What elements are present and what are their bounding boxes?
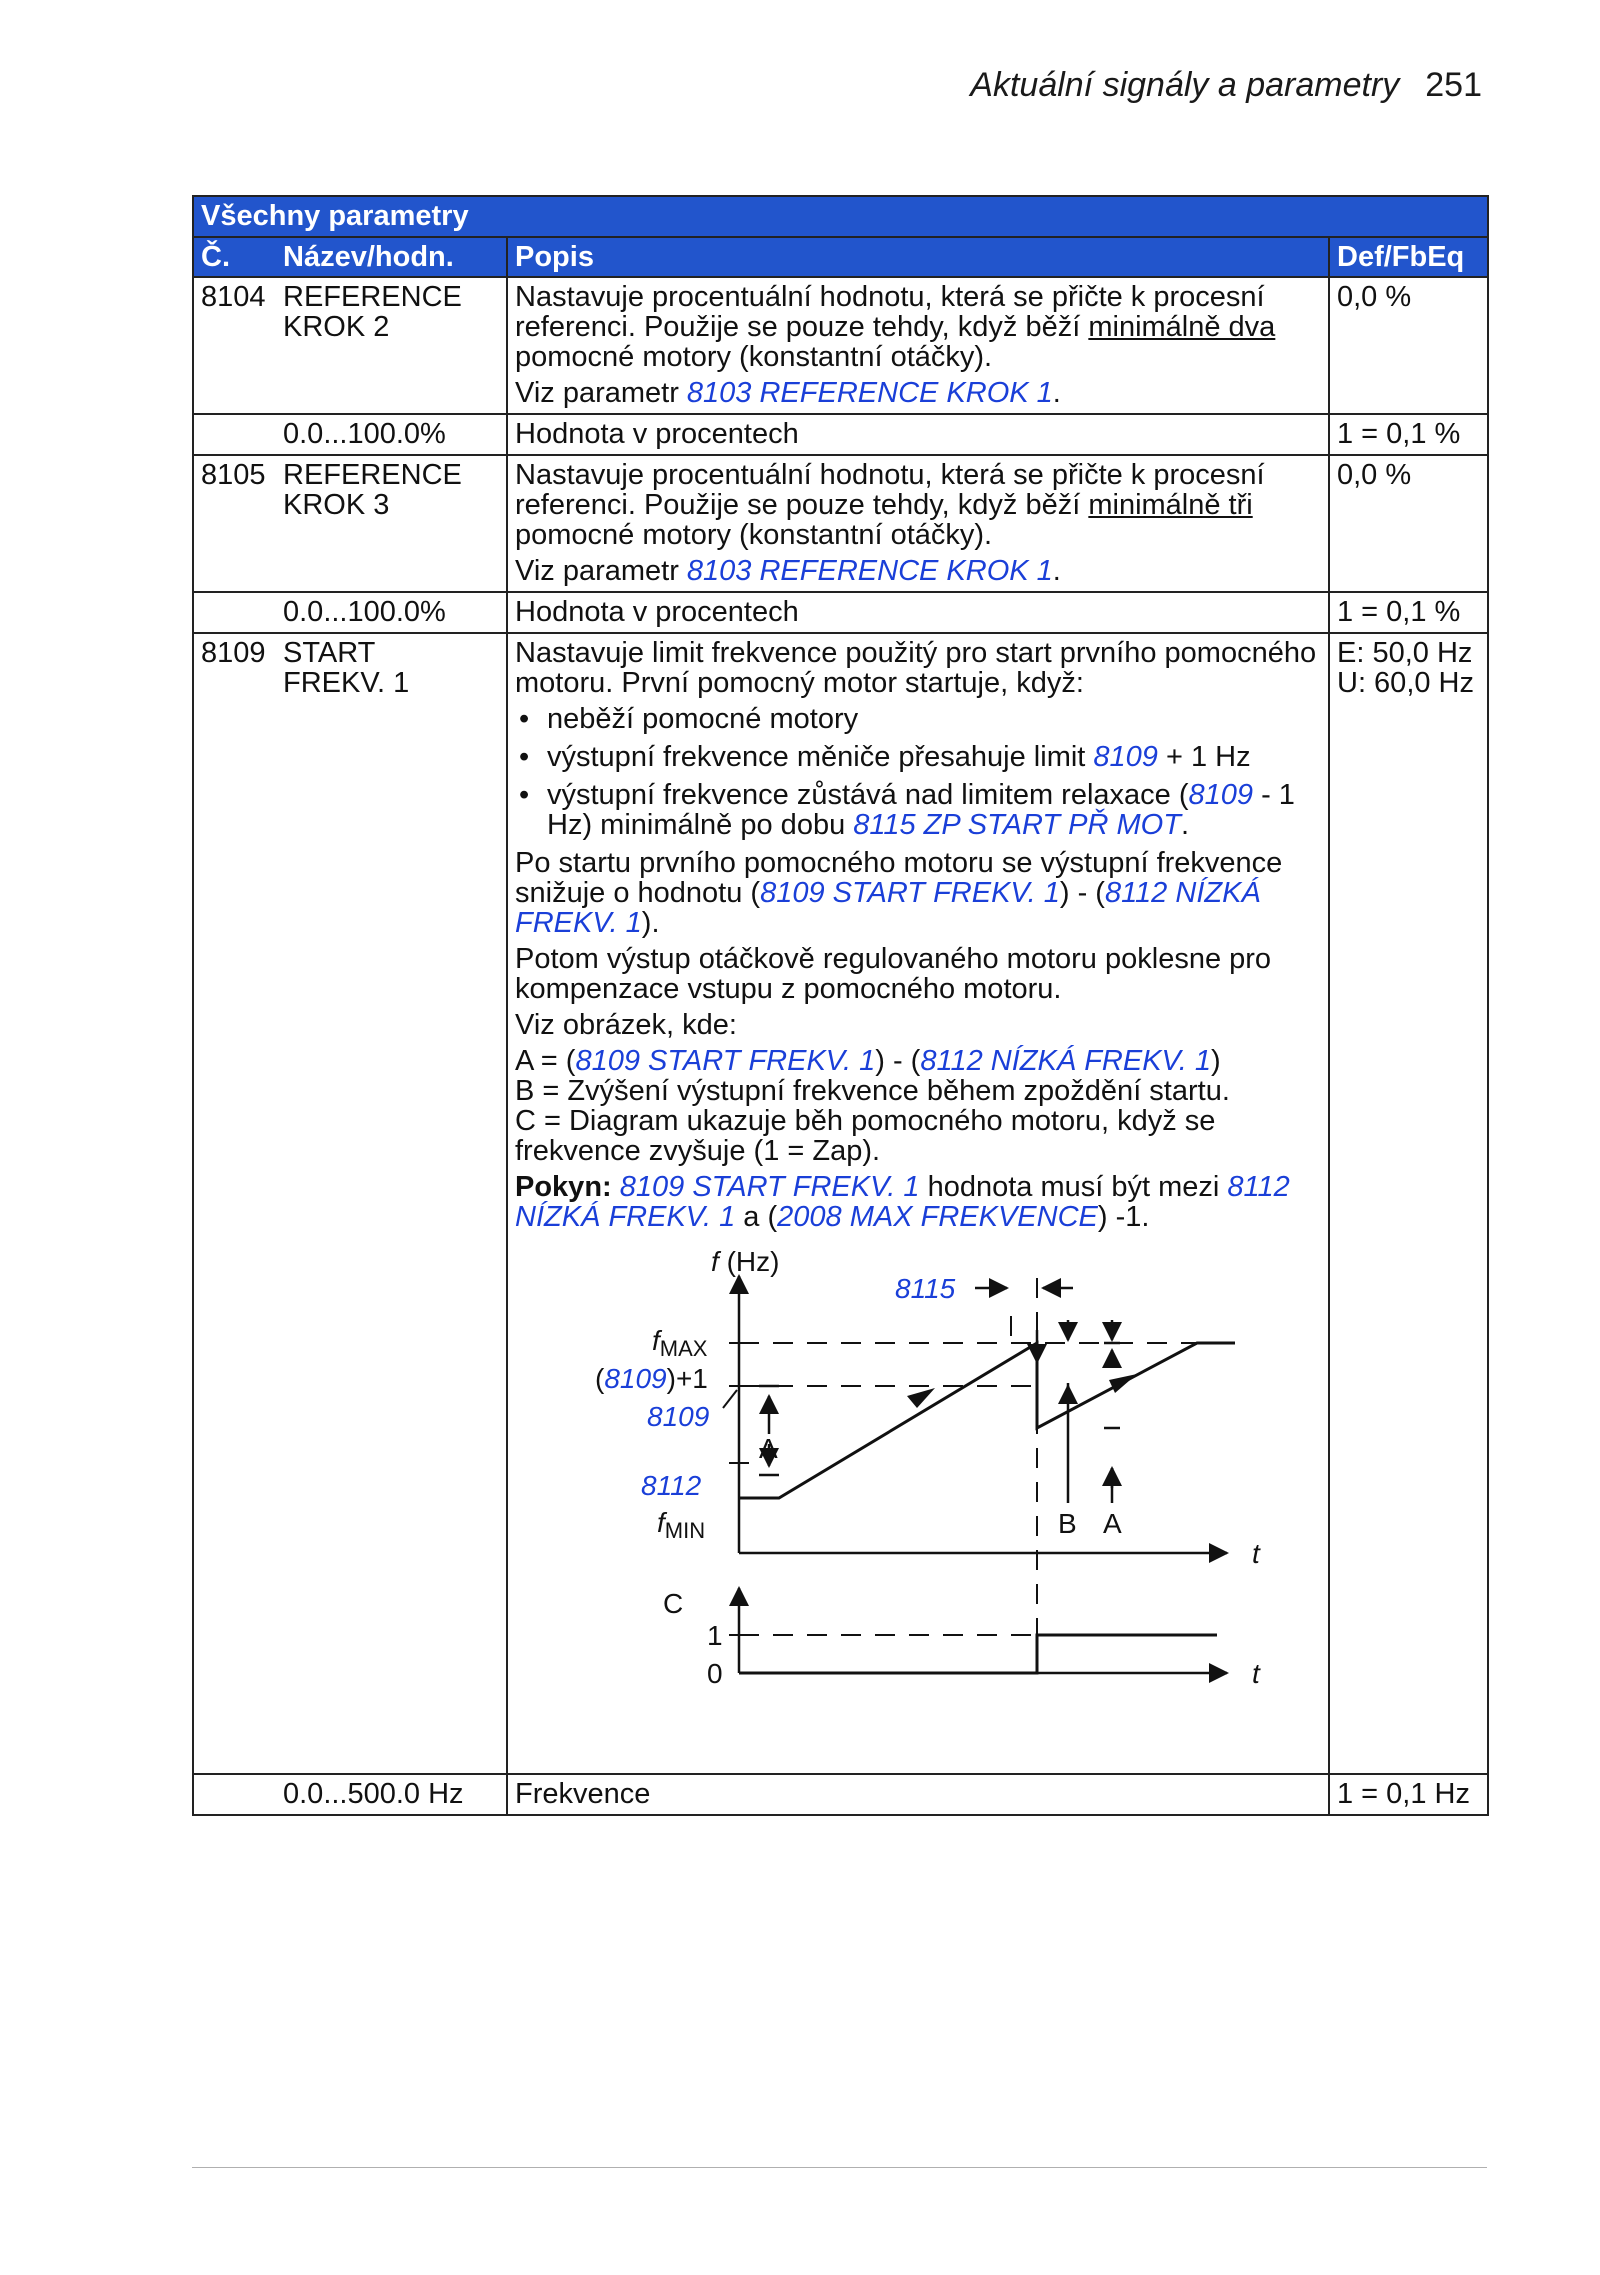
param-description <box>507 633 1329 1774</box>
col-header-def: Def/FbEq <box>1329 237 1488 277</box>
desc-paragraph: Potom výstup otáčkově regulovaného motoru poklesne pro kompenzace vstupu z pomocného motoru. <box>515 943 1272 1005</box>
param-range-fbeq: 1 = 0,1 Hz <box>1329 1774 1488 1815</box>
page-header <box>970 66 1482 105</box>
f-axis-letter: f <box>711 1246 719 1277</box>
label-8115: 8115 <box>895 1273 956 1304</box>
fmax-f: f <box>652 1325 660 1356</box>
frequency-diagram-svg <box>515 1238 1323 1768</box>
fmin-sub: MIN <box>664 1518 706 1543</box>
param-link[interactable]: 8109 START FREKV. 1 <box>760 877 1060 909</box>
param-name-line2: KROK 3 <box>283 489 390 521</box>
param-range-row-8104 <box>193 414 1488 455</box>
desc-text: výstupní frekvence zůstává nad limitem relaxace ( <box>547 779 1189 811</box>
list-item <box>515 704 1321 734</box>
param-link[interactable]: 8112 NÍZKÁ FREKV. 1 <box>515 1171 1290 1233</box>
page-number: 251 <box>1425 66 1482 104</box>
desc-text: neběží pomocné motory <box>547 703 859 735</box>
param-description <box>507 455 1329 592</box>
param-link[interactable]: 8112 NÍZKÁ FREKV. 1 <box>515 877 1261 939</box>
svg-text:(8109)+1 <box>595 1363 708 1394</box>
param-name-line1: REFERENCE <box>283 281 462 313</box>
svg-text:f (Hz) <box>711 1246 779 1277</box>
desc-text: Viz parametr <box>515 555 687 587</box>
t-axis-label-lower: t <box>1252 1658 1260 1689</box>
desc-text: pomocné motory (konstantní otáčky). <box>515 341 993 373</box>
list-item <box>515 742 1321 772</box>
fmin-f: f <box>657 1507 665 1538</box>
col-header-num: Č. <box>193 237 276 277</box>
param-description <box>507 277 1329 414</box>
param-link[interactable]: 8109 <box>1188 779 1254 811</box>
label-A: A <box>759 1433 778 1464</box>
desc-paragraph: B = Zvýšení výstupní frekvence během zpoždění startu. <box>515 1075 1230 1107</box>
param-link[interactable]: 8103 REFERENCE KROK 1 <box>686 555 1053 587</box>
note-label: Pokyn: <box>515 1171 612 1203</box>
label-C: C <box>663 1588 684 1619</box>
param-link[interactable]: 8109 <box>1093 741 1158 773</box>
param-range: 0.0...100.0% <box>276 414 507 455</box>
table-title: Všechny parametry <box>193 196 1488 237</box>
frequency-curve <box>739 1343 1235 1498</box>
desc-text: - 1 Hz) minimálně po dobu <box>547 779 1295 841</box>
param-range-row-8105 <box>193 592 1488 633</box>
param-link[interactable]: 2008 MAX FREKVENCE <box>777 1201 1098 1233</box>
param-range-fbeq: 1 = 0,1 % <box>1329 414 1488 455</box>
param-name-line1: REFERENCE <box>283 459 462 491</box>
param-link[interactable]: 8112 NÍZKÁ FREKV. 1 <box>920 1045 1211 1077</box>
param-number: 8104 <box>193 277 276 414</box>
param-row-8105 <box>193 455 1488 592</box>
empty-cell <box>193 1774 276 1815</box>
fmax-sub: MAX <box>659 1336 708 1361</box>
param-name <box>276 455 507 592</box>
desc-text: . <box>1052 377 1061 409</box>
frequency-diagram <box>515 1238 1321 1768</box>
plus1-ref: 8109 <box>604 1363 667 1394</box>
desc-intro: Nastavuje limit frekvence použitý pro start prvního pomocného motoru. První pomocný motor startuje, když: <box>515 637 1317 699</box>
desc-text: pomocné motory (konstantní otáčky). <box>515 519 993 551</box>
param-range-row-8109 <box>193 1774 1488 1815</box>
f-axis-unit: (Hz) <box>726 1246 780 1277</box>
param-name-line1: START <box>283 637 376 669</box>
desc-text <box>612 1171 620 1203</box>
desc-text: . <box>1180 809 1189 841</box>
desc-underlined: minimálně dva <box>1088 311 1276 343</box>
desc-text: výstupní frekvence měniče přesahuje limit <box>547 741 1094 773</box>
label-8112: 8112 <box>641 1470 702 1501</box>
param-default: 0,0 % <box>1329 277 1488 414</box>
param-link[interactable]: 8109 START FREKV. 1 <box>575 1045 876 1077</box>
desc-paragraph: C = Diagram ukazuje běh pomocného motoru, když se frekvence zvyšuje (1 = Zap). <box>515 1105 1216 1167</box>
param-row-8109 <box>193 633 1488 1774</box>
param-link[interactable]: 8109 START FREKV. 1 <box>619 1171 920 1203</box>
param-row-8104 <box>193 277 1488 414</box>
param-name-line2: KROK 2 <box>283 311 390 343</box>
col-header-name: Název/hodn. <box>276 237 507 277</box>
condition-list <box>515 704 1321 840</box>
param-range-desc: Frekvence <box>507 1774 1329 1815</box>
footer-rule <box>192 2167 1487 2168</box>
desc-text: . <box>1052 555 1061 587</box>
param-name <box>276 633 507 1774</box>
header-title: Aktuální signály a parametry <box>970 66 1400 104</box>
plus1-open: ( <box>595 1363 605 1394</box>
parameter-table <box>192 195 1489 1816</box>
param-number: 8109 <box>193 633 276 1774</box>
desc-text: + 1 Hz <box>1157 741 1251 773</box>
desc-text: ) <box>1211 1045 1221 1077</box>
label-B: B <box>1058 1508 1077 1539</box>
plus1-close: )+1 <box>666 1363 708 1394</box>
desc-text: a ( <box>735 1201 778 1233</box>
param-link[interactable]: 8103 REFERENCE KROK 1 <box>686 377 1053 409</box>
param-range-fbeq: 1 = 0,1 % <box>1329 592 1488 633</box>
param-default: 0,0 % <box>1329 455 1488 592</box>
param-range-desc: Hodnota v procentech <box>507 592 1329 633</box>
desc-text: A = ( <box>515 1045 576 1077</box>
label-8109: 8109 <box>647 1401 710 1432</box>
col-header-desc: Popis <box>507 237 1329 277</box>
desc-text: hodnota musí být mezi <box>919 1171 1228 1203</box>
param-default-line2: U: 60,0 Hz <box>1337 667 1474 699</box>
list-item <box>515 780 1321 840</box>
param-range-desc: Hodnota v procentech <box>507 414 1329 455</box>
desc-paragraph: Viz obrázek, kde: <box>515 1009 737 1041</box>
param-default <box>1329 633 1488 1774</box>
desc-underlined: minimálně tři <box>1088 489 1253 521</box>
desc-text: ) -1. <box>1097 1201 1150 1233</box>
motor-run-curve <box>739 1635 1217 1673</box>
desc-text: Nastavuje procentuální hodnotu, která se přičte k procesní referenci. Použije se pouze tehdy, když běží <box>515 459 1265 521</box>
param-name <box>276 277 507 414</box>
param-number: 8105 <box>193 455 276 592</box>
desc-text: Po startu prvního pomocného motoru se výstupní frekvence snižuje o hodnotu ( <box>515 847 1283 909</box>
desc-text: ) - ( <box>875 1045 921 1077</box>
desc-text: ). <box>641 907 660 939</box>
empty-cell <box>193 592 276 633</box>
empty-cell <box>193 414 276 455</box>
t-axis-label: t <box>1252 1538 1260 1569</box>
label-A2: A <box>1103 1508 1122 1539</box>
label-one: 1 <box>707 1620 723 1651</box>
param-name-line2: FREKV. 1 <box>283 667 410 699</box>
svg-text:fMIN <box>657 1507 705 1543</box>
label-zero: 0 <box>707 1658 723 1689</box>
param-range: 0.0...100.0% <box>276 592 507 633</box>
desc-text: Nastavuje procentuální hodnotu, která se přičte k procesní referenci. Použije se pouze tehdy, když běží <box>515 281 1265 343</box>
desc-text: Viz parametr <box>515 377 687 409</box>
param-link[interactable]: 8115 ZP START PŘ MOT <box>853 809 1181 841</box>
param-default-line1: E: 50,0 Hz <box>1337 637 1473 669</box>
svg-text:fMAX <box>652 1325 708 1361</box>
param-range: 0.0...500.0 Hz <box>276 1774 507 1815</box>
desc-text: ) - ( <box>1059 877 1105 909</box>
